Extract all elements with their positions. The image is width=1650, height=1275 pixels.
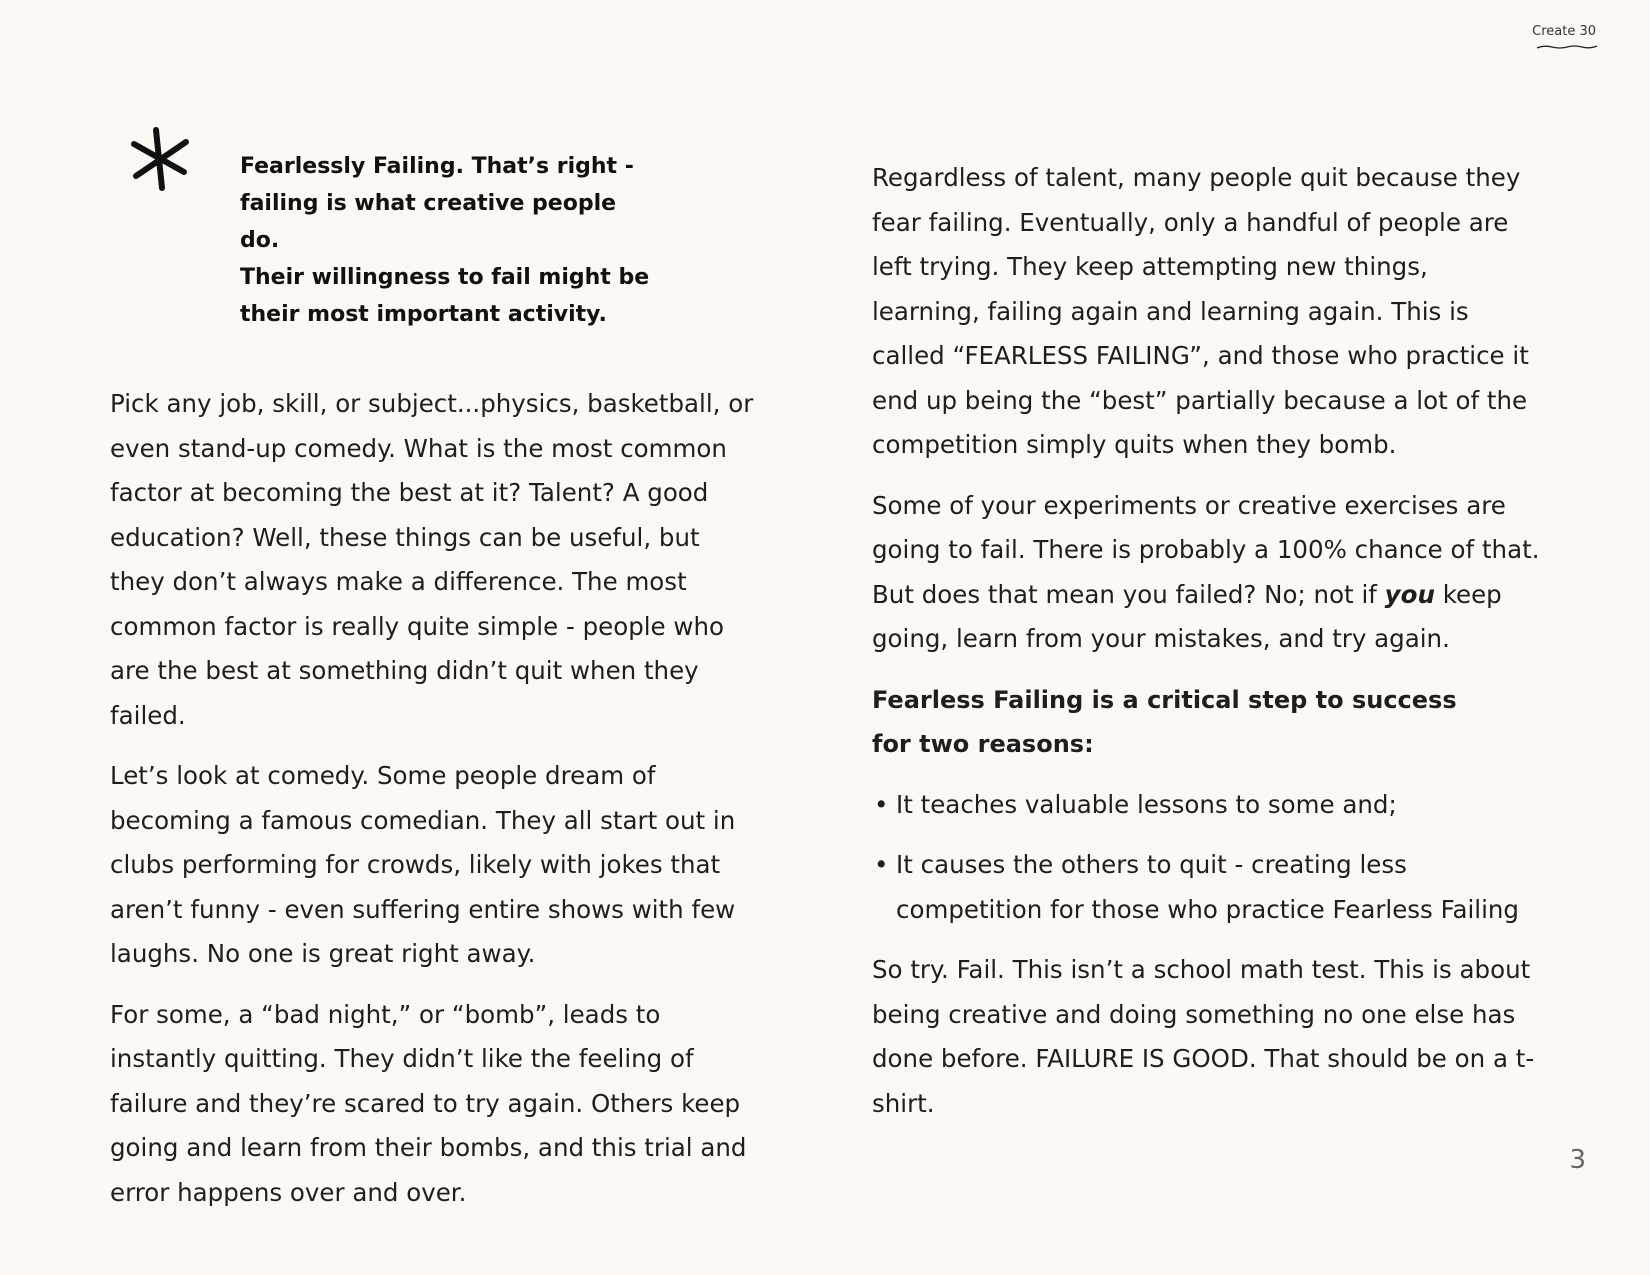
header-underline: [1536, 44, 1598, 50]
paragraph-text: keep going, learn from your mistakes, and try again.: [872, 579, 1502, 653]
reasons-heading-line: for two reasons:: [872, 730, 1094, 758]
list-item-text: It causes the others to quit - creating less competition for those who practice Fearless Failing: [896, 850, 1519, 924]
paragraph: [872, 484, 1542, 662]
paragraph: Pick any job, skill, or subject...physics, basketball, or even stand-up comedy. What is the most common factor at becoming the best at it? Talent? A good education? Well, these things can be useful, but they don’t always make a difference. The most common factor is really quite simple - people who are the best at something didn’t quit when they failed.: [110, 389, 754, 730]
bullet-icon: •: [874, 789, 889, 819]
reasons-heading-line: Fearless Failing is a critical step to success: [872, 685, 1457, 714]
list-item: [872, 843, 1542, 932]
reasons-list: [872, 783, 1542, 933]
callout-line: Fearlessly Failing. That’s right -: [240, 154, 634, 179]
bullet-icon: •: [874, 850, 889, 879]
paragraph-text: Some of your experiments or creative exercises are going to fail. There is probably a 100% chance of that. But does that mean you failed? No; not if: [872, 490, 1540, 609]
list-item: [872, 783, 1542, 828]
right-column: [872, 156, 1542, 1142]
callout-text: [240, 148, 660, 333]
emphasis-you: you: [1384, 579, 1435, 609]
callout-line: their most important activity.: [240, 302, 607, 327]
page-number: 3: [1569, 1145, 1586, 1175]
header-label: Create 30: [1532, 24, 1596, 39]
paragraph: So try. Fail. This isn’t a school math test. This is about being creative and doing something no one else has done before. FAILURE IS GOOD. That should be on a t-shirt.: [872, 955, 1535, 1118]
reasons-heading: [872, 678, 1542, 767]
paragraph: Let’s look at comedy. Some people dream of becoming a famous comedian. They all start out in clubs performing for crowds, likely with jokes that aren’t funny - even suffering entire shows with few laughs. No one is great right away.: [110, 761, 736, 968]
asterisk-icon: [126, 126, 194, 194]
paragraph: For some, a “bad night,” or “bomb”, leads to instantly quitting. They didn’t like the feeling of failure and they’re scared to try again. Others keep going and learn from their bombs, and this trial and error happens over and over.: [110, 999, 747, 1207]
callout-line: failing is what creative people do.: [240, 191, 617, 253]
callout-line: Their willingness to fail might be: [240, 265, 650, 290]
paragraph: Regardless of talent, many people quit because they fear failing. Eventually, only a handful of people are left trying. They keep attempting new things, learning, failing again and learning again. This is called “FEARLESS FAILING”, and those who practice it end up being the “best” partially because a lot of the competition simply quits when they bomb.: [872, 163, 1529, 459]
list-item-text: It teaches valuable lessons to some and;: [896, 789, 1397, 819]
left-column: [110, 382, 760, 1231]
